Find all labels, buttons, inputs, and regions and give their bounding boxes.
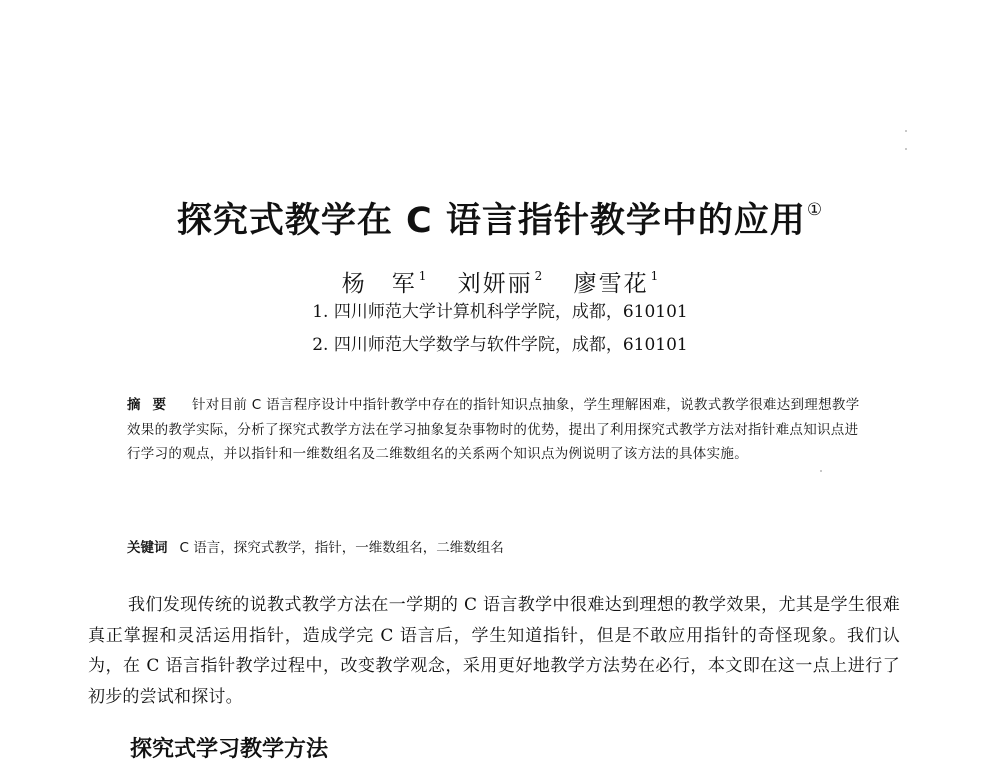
affiliation-2: 2. 四川师范大学数学与软件学院，成都，610101 (312, 335, 688, 355)
keywords-label: 关键词 (127, 540, 168, 556)
abstract (127, 393, 862, 467)
scan-speck (820, 470, 822, 472)
scan-speck (905, 148, 907, 150)
author-3 (574, 261, 659, 299)
author-affiliation-mark: 1 (650, 269, 659, 283)
title-text: 探究式教学在 C 语言指针教学中的应用 (176, 201, 806, 241)
author-name: 刘妍丽 (457, 271, 533, 297)
abstract-label: 摘要 (127, 397, 178, 413)
author-2 (458, 261, 543, 299)
author-affiliation-mark: 2 (534, 269, 543, 283)
keywords-text: C 语言，探究式教学，指针，一维数组名，二维数组名 (179, 540, 504, 556)
paper-title (0, 188, 1000, 243)
author-affiliation-mark: 1 (418, 269, 427, 283)
affiliation-1: 1. 四川师范大学计算机科学学院，成都，610101 (312, 302, 688, 322)
scan-speck (905, 130, 907, 132)
author-name: 杨 军 (341, 271, 417, 297)
abstract-text: 针对目前 C 语言程序设计中指针教学中存在的指针知识点抽象，学生理解困难，说教式教学很难达到理想教学效果的教学实际，分析了探究式教学方法在学习抽象复杂事物时的优势，提出了利用探究式教学方法对指针难点知识点进行学习的观点，并以指针和一维数组名及二维数组名的关系两个知识点为例说明了该方法的具体实施。 (127, 397, 860, 462)
author-name: 廖雪花 (573, 271, 649, 297)
keywords (127, 536, 862, 560)
body-paragraph: 我们发现传统的说教式教学方法在一学期的 C 语言教学中很难达到理想的教学效果，尤其是学生很难真正掌握和灵活运用指针，造成学完 C 语言后，学生知道指针，但是不敢应用指针的奇怪现象。我们认为，在 C 语言指针教学过程中，改变教学观念，采用更好地教学方法势在必行，本文即在这一点上进行了初步的尝试和探讨。 (88, 595, 900, 707)
author-1 (342, 261, 427, 299)
title-footnote-mark: ① (806, 200, 824, 220)
author-list (0, 261, 1000, 299)
section-heading-partial: 探究式学习教学方法 (130, 737, 329, 762)
